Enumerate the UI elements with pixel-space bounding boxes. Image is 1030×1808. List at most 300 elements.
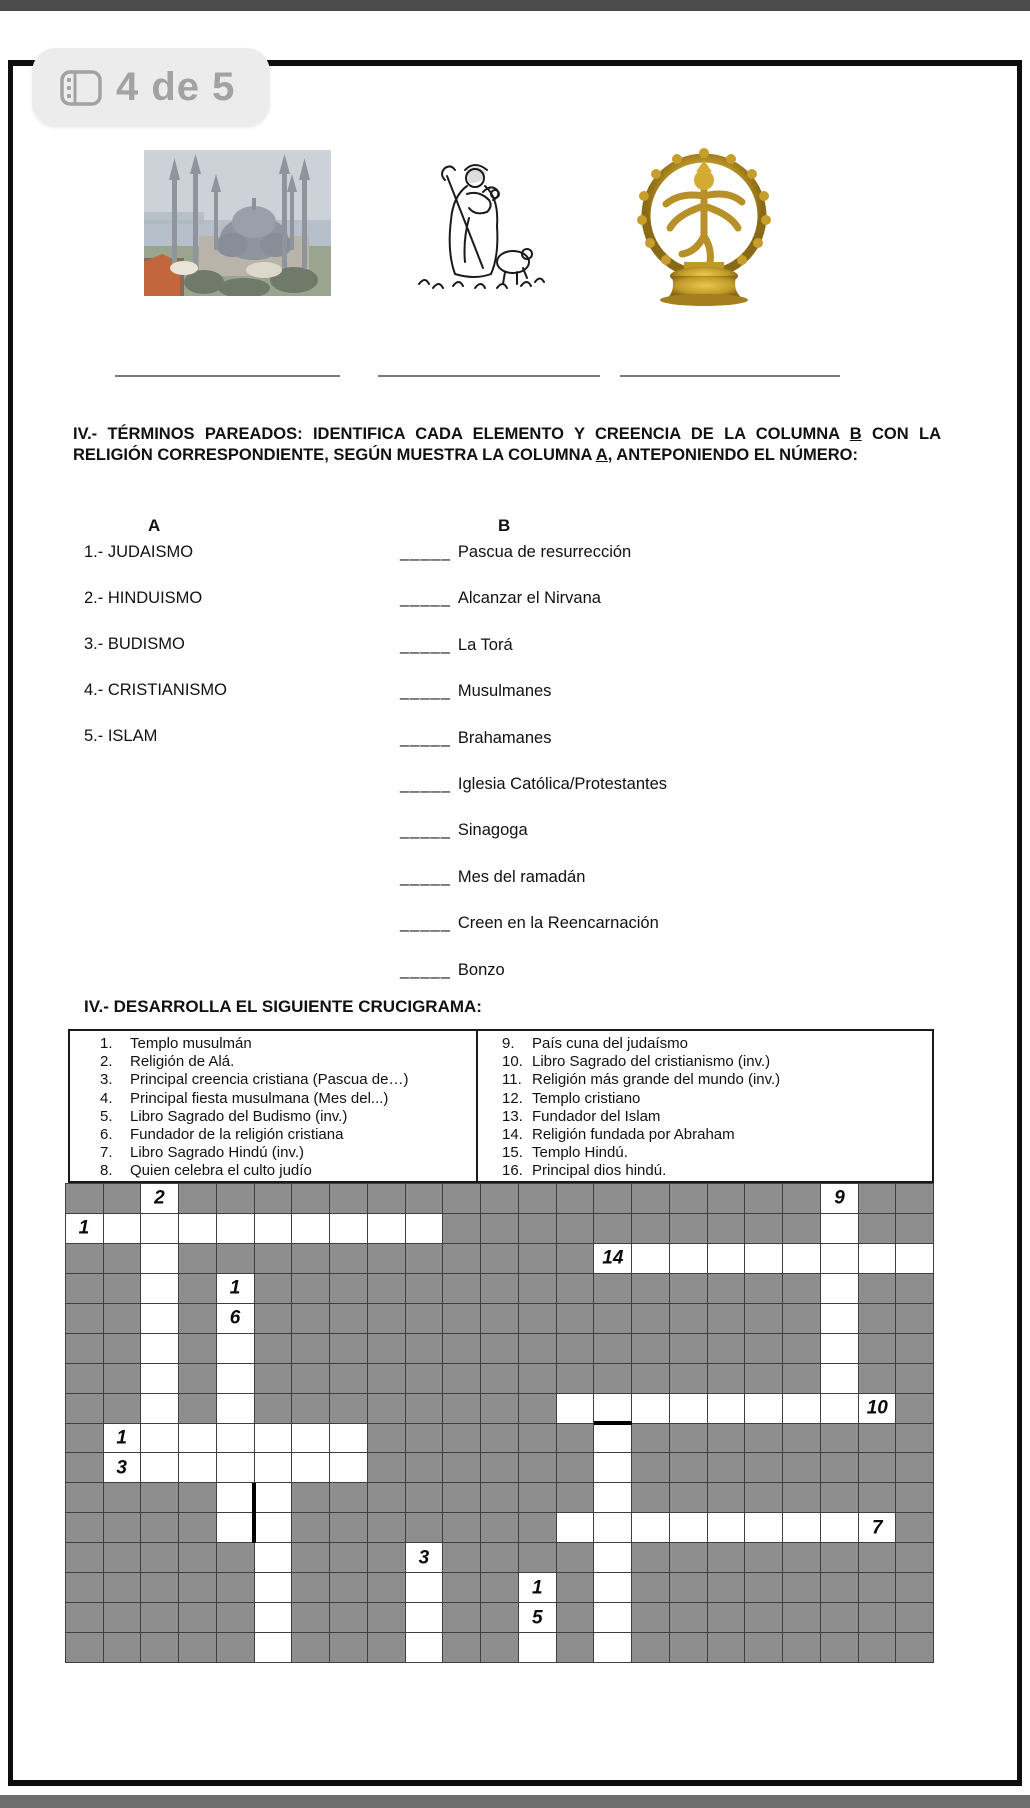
- crossword-cell-blocked: [406, 1184, 443, 1213]
- crossword-cell-open[interactable]: [708, 1394, 745, 1423]
- crossword-cell-blocked: [330, 1304, 367, 1333]
- crossword-cell-blocked: [557, 1453, 594, 1482]
- crossword-cell-open[interactable]: [821, 1394, 858, 1423]
- crossword-cell-open[interactable]: [632, 1244, 669, 1273]
- crossword-cell-open[interactable]: [141, 1453, 178, 1482]
- crossword-cell-blocked: [368, 1603, 405, 1632]
- crossword-cell-blocked: [708, 1573, 745, 1602]
- crossword-cell-blocked: [632, 1424, 669, 1453]
- crossword-cell-blocked: [632, 1214, 669, 1243]
- answer-blank[interactable]: _____: [400, 821, 451, 840]
- crossword-clue: [100, 1071, 470, 1089]
- crossword-cell-blocked: [292, 1483, 329, 1512]
- crossword-cell-blocked: [66, 1603, 103, 1632]
- nataraja-statue: [600, 144, 807, 306]
- crossword-cell-blocked: [859, 1603, 896, 1632]
- column-b-item: [400, 821, 667, 867]
- crossword-cell-blocked: [330, 1513, 367, 1542]
- crossword-cell-blocked: [481, 1603, 518, 1632]
- crossword-clue: [100, 1108, 470, 1126]
- crossword-cell-blocked: [443, 1394, 480, 1423]
- crossword-cell-blocked: [708, 1633, 745, 1662]
- crossword-cell-open[interactable]: [217, 1453, 254, 1482]
- crossword-cell-blocked: [481, 1394, 518, 1423]
- crossword-cell-open[interactable]: [141, 1394, 178, 1423]
- crossword-cell-blocked: [104, 1573, 141, 1602]
- crossword-cell-open[interactable]: [255, 1483, 292, 1512]
- crossword-cell-blocked: [292, 1334, 329, 1363]
- crossword-cell-blocked: [896, 1483, 933, 1512]
- crossword-cell-blocked: [481, 1274, 518, 1303]
- crossword-number-label: 9: [834, 1187, 845, 1209]
- crossword-cell-blocked: [896, 1513, 933, 1542]
- crossword-cell-blocked: [217, 1603, 254, 1632]
- crossword-cell-open[interactable]: [670, 1513, 707, 1542]
- crossword-cell-blocked: [141, 1513, 178, 1542]
- crossword-cell-blocked: [481, 1453, 518, 1482]
- crossword-cell-open[interactable]: [783, 1244, 820, 1273]
- crossword-cell-blocked: [330, 1603, 367, 1632]
- crossword-cell-blocked: [783, 1453, 820, 1482]
- crossword-cell-open[interactable]: [821, 1304, 858, 1333]
- crossword-cell-blocked: [859, 1453, 896, 1482]
- crossword-cell-blocked: [255, 1364, 292, 1393]
- crossword-cell-blocked: [557, 1184, 594, 1213]
- crossword-cell-open[interactable]: [330, 1424, 367, 1453]
- sidebar-pages-icon: [60, 70, 102, 106]
- crossword-cell-blocked: [594, 1184, 631, 1213]
- crossword-cell-blocked: [594, 1304, 631, 1333]
- crossword-cell-blocked: [632, 1334, 669, 1363]
- crossword-cell-open[interactable]: [594, 1394, 631, 1423]
- crossword-cell-blocked: [708, 1274, 745, 1303]
- crossword-cell-blocked: [859, 1483, 896, 1512]
- crossword-clue: [100, 1162, 470, 1180]
- crossword-cell-blocked: [896, 1543, 933, 1572]
- crossword-cell-blocked: [481, 1184, 518, 1213]
- crossword-cell-open[interactable]: [141, 1424, 178, 1453]
- page-indicator-pill[interactable]: [32, 48, 270, 127]
- crossword-cell-blocked: [708, 1214, 745, 1243]
- crossword-cell-blocked: [519, 1513, 556, 1542]
- crossword-cell-open[interactable]: [255, 1453, 292, 1482]
- crossword-cell-blocked: [481, 1633, 518, 1662]
- crossword-cell-open[interactable]: [217, 1513, 254, 1542]
- crossword-cell-blocked: [406, 1334, 443, 1363]
- crossword-cell-blocked: [443, 1424, 480, 1453]
- crossword-cell-blocked: [141, 1633, 178, 1662]
- crossword-cell-blocked: [519, 1364, 556, 1393]
- crossword-cell-blocked: [557, 1244, 594, 1273]
- column-a-item: 1.- JUDAISMO: [84, 543, 194, 561]
- crossword-cell-blocked: [859, 1274, 896, 1303]
- crossword-cell-blocked: [481, 1573, 518, 1602]
- crossword-cell-open[interactable]: [594, 1513, 631, 1542]
- crossword-cell-blocked: [670, 1184, 707, 1213]
- crossword-cell-blocked: [783, 1304, 820, 1333]
- crossword-cell-open[interactable]: [217, 1214, 254, 1243]
- crossword-cell-blocked: [594, 1334, 631, 1363]
- clue-number: 4.: [100, 1089, 113, 1107]
- crossword-cell-blocked: [368, 1453, 405, 1482]
- crossword-cell-blocked: [783, 1184, 820, 1213]
- crossword-cell-blocked: [141, 1573, 178, 1602]
- crossword-cell-open[interactable]: [292, 1424, 329, 1453]
- column-b-item-label: Alcanzar el Nirvana: [457, 589, 601, 608]
- clue-text: Principal fiesta musulmana (Mes del...): [130, 1089, 389, 1107]
- crossword-clue: [100, 1126, 470, 1144]
- crossword-cell-open[interactable]: [406, 1633, 443, 1662]
- crossword-cell-blocked: [708, 1543, 745, 1572]
- crossword-cell-blocked: [66, 1364, 103, 1393]
- crossword-cell-blocked: [745, 1184, 782, 1213]
- crossword-cell-open[interactable]: [783, 1513, 820, 1542]
- crossword-cell-blocked: [557, 1274, 594, 1303]
- crossword-cell-open[interactable]: [179, 1453, 216, 1482]
- crossword-cell-blocked: [519, 1244, 556, 1273]
- crossword-cell-blocked: [745, 1364, 782, 1393]
- crossword-cell-open[interactable]: [255, 1633, 292, 1662]
- crossword-cell-blocked: [896, 1184, 933, 1213]
- crossword-cell-blocked: [821, 1453, 858, 1482]
- answer-blank[interactable]: _____: [400, 682, 451, 701]
- crossword-cell-blocked: [406, 1244, 443, 1273]
- crossword-cell-open[interactable]: [406, 1603, 443, 1632]
- crossword-cell-open[interactable]: [104, 1214, 141, 1243]
- crossword-cell-blocked: [179, 1513, 216, 1542]
- crossword-cell-blocked: [179, 1274, 216, 1303]
- answer-blank[interactable]: _____: [400, 774, 451, 793]
- column-b-item-label: Bonzo: [457, 960, 505, 979]
- answer-blank[interactable]: _____: [400, 635, 451, 654]
- crossword-cell-blocked: [179, 1573, 216, 1602]
- crossword-cell-open[interactable]: [292, 1214, 329, 1243]
- crossword-cell-open[interactable]: [255, 1424, 292, 1453]
- crossword-cell-blocked: [896, 1274, 933, 1303]
- crossword-cell-blocked: [821, 1483, 858, 1512]
- crossword-cell-open[interactable]: [255, 1543, 292, 1572]
- heading-text: CON LA RELIGIÓN CORRESPONDIENTE, SEGÚN MUESTRA LA COLUMNA: [73, 425, 941, 464]
- column-b-item: [400, 636, 667, 682]
- crossword-cell-blocked: [104, 1184, 141, 1213]
- crossword-cell-blocked: [896, 1633, 933, 1662]
- crossword-cell-blocked: [255, 1394, 292, 1423]
- crossword-cell-blocked: [255, 1304, 292, 1333]
- crossword-cell-blocked: [708, 1603, 745, 1632]
- crossword-cell-open[interactable]: [745, 1394, 782, 1423]
- crossword-cell-blocked: [745, 1214, 782, 1243]
- crossword-cell-blocked: [481, 1543, 518, 1572]
- crossword-cell-blocked: [368, 1304, 405, 1333]
- crossword-cell-blocked: [179, 1394, 216, 1423]
- crossword-cell-blocked: [66, 1483, 103, 1512]
- crossword-cell-blocked: [368, 1513, 405, 1542]
- crossword-cell-open[interactable]: [632, 1394, 669, 1423]
- crossword-cell-blocked: [66, 1334, 103, 1363]
- crossword-cell-open[interactable]: [141, 1364, 178, 1393]
- column-b-list: [400, 543, 667, 1007]
- crossword-cell-blocked: [66, 1394, 103, 1423]
- crossword-cell-blocked: [481, 1214, 518, 1243]
- crossword-cell-open[interactable]: [594, 1543, 631, 1572]
- crossword-cell-blocked: [708, 1304, 745, 1333]
- crossword-cell-open[interactable]: [141, 1244, 178, 1273]
- clue-text: Fundador de la religión cristiana: [130, 1126, 344, 1144]
- crossword-cell-blocked: [896, 1603, 933, 1632]
- crossword-cell-blocked: [859, 1364, 896, 1393]
- answer-blank[interactable]: _____: [400, 867, 451, 886]
- crossword-cell-open[interactable]: [406, 1573, 443, 1602]
- crossword-cell-open[interactable]: [141, 1274, 178, 1303]
- crossword-cell-blocked: [896, 1334, 933, 1363]
- crossword-cell-blocked: [330, 1274, 367, 1303]
- thick-divider-horizontal: [594, 1421, 632, 1425]
- crossword-cell-blocked: [670, 1573, 707, 1602]
- crossword-cell-blocked: [104, 1334, 141, 1363]
- crossword-cell-blocked: [443, 1633, 480, 1662]
- document-page-border-bottom: [8, 1780, 1022, 1786]
- crossword-cell-open[interactable]: [745, 1513, 782, 1542]
- crossword-clue: [502, 1108, 922, 1126]
- crossword-cell-blocked: [443, 1184, 480, 1213]
- crossword-cell-blocked: [859, 1214, 896, 1243]
- crossword-cell-open[interactable]: [217, 1394, 254, 1423]
- column-a-header: A: [148, 516, 161, 535]
- crossword-cell-blocked: [104, 1244, 141, 1273]
- answer-blank[interactable]: _____: [400, 543, 451, 561]
- crossword-cell-blocked: [292, 1304, 329, 1333]
- crossword-clue: [502, 1053, 922, 1071]
- crossword-cell-open[interactable]: [821, 1244, 858, 1273]
- viewer-bottom-bar: [0, 1795, 1030, 1808]
- crossword-cell-blocked: [104, 1274, 141, 1303]
- crossword-cell-blocked: [104, 1603, 141, 1632]
- crossword-cell-open[interactable]: [255, 1603, 292, 1632]
- matching-section-heading: [73, 424, 941, 466]
- crossword-cell-blocked: [330, 1573, 367, 1602]
- crossword-cell-blocked: [443, 1483, 480, 1512]
- crossword-cell-open[interactable]: [708, 1513, 745, 1542]
- crossword-cell-blocked: [745, 1334, 782, 1363]
- crossword-cell-blocked: [104, 1513, 141, 1542]
- answer-blank[interactable]: _____: [400, 914, 451, 933]
- crossword-cell-blocked: [670, 1214, 707, 1243]
- crossword-cell-blocked: [368, 1633, 405, 1662]
- crossword-cell-blocked: [481, 1304, 518, 1333]
- clue-number: 8.: [100, 1162, 113, 1180]
- crossword-cell-open[interactable]: [670, 1394, 707, 1423]
- crossword-cell-blocked: [292, 1573, 329, 1602]
- image-caption-blank-line: [115, 375, 340, 377]
- crossword-number-label: 2: [154, 1187, 165, 1209]
- crossword-cell-blocked: [632, 1573, 669, 1602]
- crossword-cell-blocked: [519, 1334, 556, 1363]
- crossword-cell-open[interactable]: [557, 1513, 594, 1542]
- image-caption-blank-line: [620, 375, 840, 377]
- crossword-cell-blocked: [179, 1543, 216, 1572]
- crossword-cell-blocked: [519, 1304, 556, 1333]
- crossword-cell-open[interactable]: [821, 1513, 858, 1542]
- crossword-cell-open[interactable]: [594, 1603, 631, 1632]
- crossword-number-label: 1: [229, 1277, 241, 1299]
- crossword-grid: [65, 1183, 934, 1663]
- column-b-item: [400, 868, 667, 914]
- page-indicator-label: 4 de 5: [116, 65, 236, 109]
- crossword-cell-open[interactable]: [594, 1573, 631, 1602]
- crossword-cell-open[interactable]: [217, 1364, 254, 1393]
- crossword-cell-blocked: [66, 1424, 103, 1453]
- thick-divider-vertical: [252, 1483, 256, 1543]
- crossword-cell-blocked: [519, 1184, 556, 1213]
- crossword-cell-blocked: [859, 1304, 896, 1333]
- column-b-item-label: Pascua de resurrección: [457, 543, 632, 561]
- crossword-number-label: 7: [872, 1517, 883, 1539]
- crossword-cell-blocked: [708, 1424, 745, 1453]
- crossword-cell-blocked: [670, 1633, 707, 1662]
- crossword-cell-blocked: [557, 1334, 594, 1363]
- crossword-cell-blocked: [481, 1334, 518, 1363]
- crossword-cell-blocked: [594, 1214, 631, 1243]
- crossword-cell-open[interactable]: [859, 1244, 896, 1273]
- column-a-item: 4.- CRISTIANISMO: [84, 681, 228, 699]
- crossword-cell-blocked: [66, 1184, 103, 1213]
- clue-number: 13.: [502, 1107, 523, 1125]
- column-b-item: [400, 914, 667, 960]
- crossword-cell-open[interactable]: [594, 1424, 631, 1453]
- crossword-cell-blocked: [330, 1244, 367, 1273]
- crossword-clue-box: [68, 1029, 934, 1183]
- crossword-cell-blocked: [821, 1573, 858, 1602]
- crossword-cell-blocked: [481, 1364, 518, 1393]
- crossword-cell-blocked: [783, 1633, 820, 1662]
- crossword-cell-blocked: [217, 1633, 254, 1662]
- clue-text: Templo musulmán: [130, 1035, 252, 1052]
- column-b-item-label: Sinagoga: [457, 821, 528, 840]
- crossword-cell-blocked: [406, 1424, 443, 1453]
- crossword-cell-blocked: [66, 1244, 103, 1273]
- clue-text: País cuna del judaísmo: [532, 1035, 688, 1052]
- crossword-cell-blocked: [292, 1274, 329, 1303]
- crossword-cell-blocked: [292, 1244, 329, 1273]
- column-b-header: B: [498, 516, 511, 535]
- crossword-cell-blocked: [708, 1364, 745, 1393]
- crossword-cell-blocked: [821, 1633, 858, 1662]
- crossword-cell-open[interactable]: [519, 1633, 556, 1662]
- crossword-cell-blocked: [557, 1304, 594, 1333]
- crossword-cell-open[interactable]: [217, 1483, 254, 1512]
- crossword-cell-blocked: [821, 1603, 858, 1632]
- column-b-item: [400, 589, 667, 635]
- crossword-cell-open[interactable]: [141, 1214, 178, 1243]
- crossword-cell-open[interactable]: [217, 1424, 254, 1453]
- crossword-cell-open[interactable]: [557, 1394, 594, 1423]
- clue-text: Templo cristiano: [532, 1089, 641, 1107]
- crossword-cell-open[interactable]: [821, 1334, 858, 1363]
- crossword-cell-blocked: [670, 1483, 707, 1512]
- crossword-cell-open[interactable]: [821, 1364, 858, 1393]
- crossword-cell-open[interactable]: [670, 1244, 707, 1273]
- clue-text: Religión de Alá.: [130, 1053, 235, 1071]
- crossword-cell-blocked: [481, 1483, 518, 1512]
- crossword-cell-blocked: [406, 1513, 443, 1542]
- crossword-cell-open[interactable]: [255, 1513, 292, 1542]
- crossword-cell-blocked: [519, 1543, 556, 1572]
- crossword-cell-blocked: [708, 1483, 745, 1512]
- crossword-cell-blocked: [217, 1573, 254, 1602]
- clue-text: Principal creencia cristiana (Pascua de…): [130, 1071, 409, 1089]
- crossword-cell-blocked: [632, 1543, 669, 1572]
- crossword-cell-open[interactable]: [141, 1334, 178, 1363]
- crossword-cell-open[interactable]: [179, 1424, 216, 1453]
- crossword-cell-blocked: [896, 1453, 933, 1482]
- crossword-cell-blocked: [896, 1573, 933, 1602]
- crossword-cell-open[interactable]: [594, 1483, 631, 1512]
- crossword-cell-open[interactable]: [330, 1214, 367, 1243]
- crossword-cell-blocked: [443, 1543, 480, 1572]
- crossword-cell-open[interactable]: [594, 1633, 631, 1662]
- crossword-cell-open[interactable]: [255, 1573, 292, 1602]
- crossword-cell-open[interactable]: [255, 1214, 292, 1243]
- crossword-cell-open[interactable]: [745, 1244, 782, 1273]
- crossword-cell-open[interactable]: [632, 1513, 669, 1542]
- crossword-cell-open[interactable]: [783, 1394, 820, 1423]
- crossword-clue: [100, 1035, 470, 1053]
- crossword-cell-open[interactable]: [896, 1244, 933, 1273]
- crossword-cell-blocked: [292, 1184, 329, 1213]
- crossword-cell-blocked: [708, 1334, 745, 1363]
- crossword-cell-open[interactable]: [179, 1214, 216, 1243]
- crossword-cell-open[interactable]: [330, 1453, 367, 1482]
- crossword-cell-blocked: [66, 1304, 103, 1333]
- clue-text: Libro Sagrado Hindú (inv.): [130, 1144, 304, 1162]
- crossword-cell-open[interactable]: [821, 1214, 858, 1243]
- answer-blank[interactable]: _____: [400, 960, 451, 979]
- crossword-cell-open[interactable]: [594, 1453, 631, 1482]
- crossword-cell-blocked: [745, 1573, 782, 1602]
- crossword-cell-blocked: [330, 1184, 367, 1213]
- crossword-cell-blocked: [745, 1274, 782, 1303]
- answer-blank[interactable]: _____: [400, 589, 451, 608]
- crossword-cell-blocked: [292, 1633, 329, 1662]
- crossword-cell-blocked: [104, 1633, 141, 1662]
- crossword-cell-blocked: [557, 1424, 594, 1453]
- crossword-cell-blocked: [896, 1304, 933, 1333]
- crossword-cell-blocked: [859, 1334, 896, 1363]
- crossword-cell-open[interactable]: [368, 1214, 405, 1243]
- crossword-cell-open[interactable]: [292, 1453, 329, 1482]
- crossword-cell-blocked: [443, 1603, 480, 1632]
- crossword-cell-blocked: [745, 1633, 782, 1662]
- crossword-cell-open[interactable]: [217, 1334, 254, 1363]
- crossword-cell-blocked: [519, 1453, 556, 1482]
- crossword-cell-open[interactable]: [821, 1274, 858, 1303]
- crossword-cell-blocked: [557, 1364, 594, 1393]
- crossword-cell-blocked: [255, 1184, 292, 1213]
- crossword-cell-open[interactable]: [708, 1244, 745, 1273]
- answer-blank[interactable]: _____: [400, 728, 451, 747]
- clue-text: Religión fundada por Abraham: [532, 1126, 735, 1144]
- crossword-cell-blocked: [632, 1304, 669, 1333]
- crossword-clue: [502, 1071, 922, 1089]
- crossword-cell-open[interactable]: [406, 1214, 443, 1243]
- crossword-cell-blocked: [292, 1364, 329, 1393]
- crossword-cell-open[interactable]: [141, 1304, 178, 1333]
- crossword-cell-blocked: [179, 1633, 216, 1662]
- column-b-item: [400, 729, 667, 775]
- crossword-number-label: 14: [602, 1247, 624, 1269]
- crossword-cell-blocked: [557, 1573, 594, 1602]
- crossword-cell-blocked: [255, 1274, 292, 1303]
